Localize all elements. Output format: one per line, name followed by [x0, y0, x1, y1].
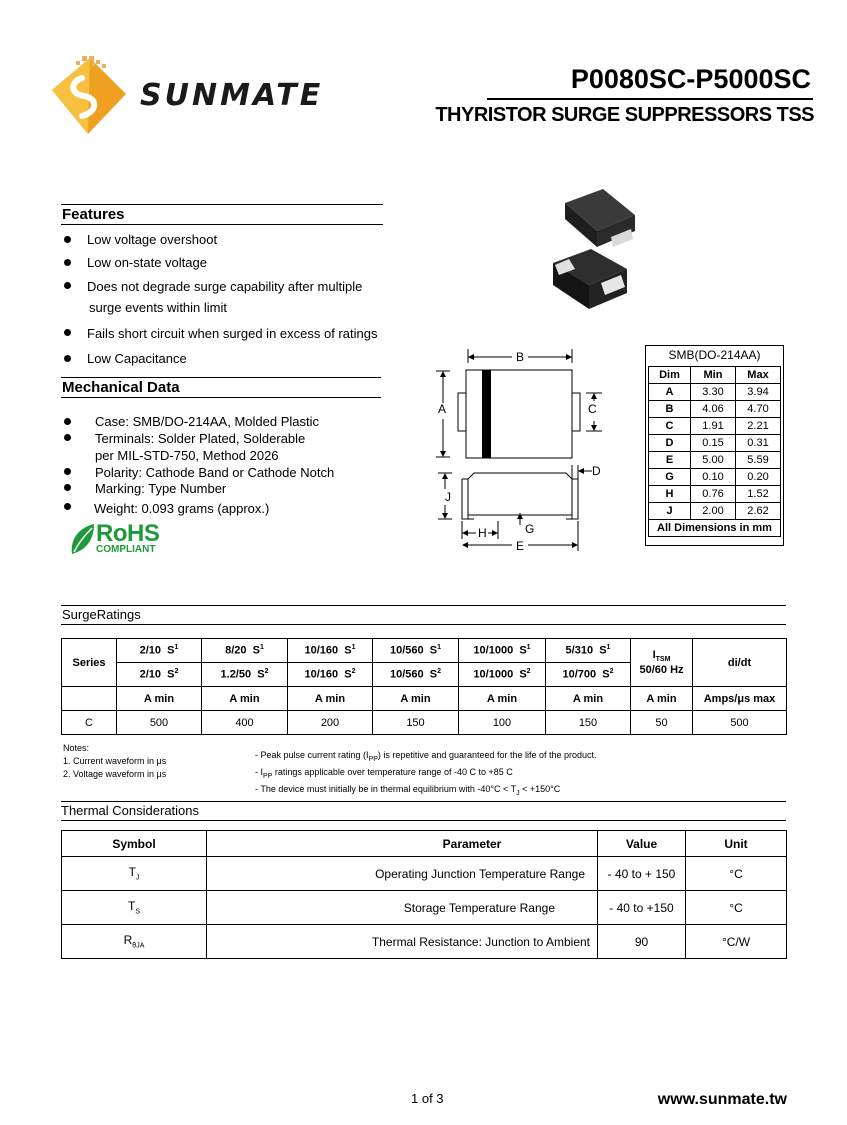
feature-item: Low on-state voltage: [87, 255, 207, 270]
dim-label-j: J: [445, 490, 451, 504]
symbol-sub: S: [135, 908, 140, 916]
waveform-cell: [202, 639, 288, 663]
thermal-header: Unit: [686, 831, 787, 857]
symbol-text: T: [128, 865, 136, 880]
value-cell: 500: [693, 711, 787, 735]
thermal-rule-top: [61, 801, 786, 802]
bullet-icon: [64, 236, 71, 243]
symbol-sub: θJA: [132, 942, 145, 950]
thermal-param: Thermal Resistance: Junction to Ambient: [207, 925, 598, 959]
unit-cell: A min: [202, 687, 288, 711]
s-label: S: [167, 668, 175, 681]
unit-cell: A min: [546, 687, 631, 711]
unit-cell: A min: [631, 687, 693, 711]
cathode-band: [482, 370, 491, 458]
note-sub: PP: [368, 755, 378, 763]
dim-label-e: E: [516, 539, 525, 553]
waveform-cell: [459, 663, 546, 687]
dim-cell: A: [649, 384, 691, 401]
brand-name: SUNMATE: [140, 78, 324, 113]
itsm-freq: 50/60 Hz: [639, 663, 684, 676]
symbol-text: T: [127, 899, 136, 914]
waveform-cell: [117, 639, 202, 663]
note-item: 2. Voltage waveform in μs: [63, 769, 167, 779]
rohs-badge: [68, 522, 178, 558]
dimensions-table: [648, 366, 781, 537]
waveform-cell: [288, 663, 373, 687]
waveform-value: 2/10: [139, 668, 162, 681]
unit-cell: A min: [288, 687, 373, 711]
waveform-value: 10/560: [389, 668, 424, 681]
note-text: - Peak pulse current rating (I: [255, 750, 369, 760]
itsm-label: I: [652, 649, 656, 662]
dim-cell: D: [649, 435, 691, 452]
dim-label-c: C: [588, 402, 597, 416]
s-sup: 2: [526, 668, 531, 676]
symbol-sub: J: [135, 874, 140, 882]
value-cell: C: [62, 711, 117, 735]
feature-item: Does not degrade surge capability after multiple: [87, 279, 363, 294]
waveform-value: 2/10: [139, 644, 162, 657]
title-divider: [487, 98, 813, 100]
dim-cell: H: [649, 486, 691, 503]
s-label: S: [344, 668, 352, 681]
series-header: Series: [62, 639, 117, 687]
features-rule-top: [61, 204, 383, 205]
s-label: S: [602, 668, 610, 681]
rohs-title: RoHS: [96, 520, 160, 547]
value-cell: 150: [546, 711, 631, 735]
dim-cell: 2.62: [736, 503, 781, 520]
features-rule-bottom: [61, 224, 383, 225]
mech-item: Polarity: Cathode Band or Cathode Notch: [95, 465, 335, 480]
note-text: ) is repetitive and guaranteed for the life of the product.: [377, 750, 597, 760]
note-text: - The device must initially be in thermal equilibrium with -40°C < T: [255, 783, 517, 794]
value-cell: 150: [373, 711, 459, 735]
dim-label-d: D: [592, 464, 601, 478]
dim-cell: C: [649, 418, 691, 435]
thermal-symbol: [62, 857, 207, 891]
bullet-icon: [64, 484, 71, 491]
surge-rule-bottom: [61, 624, 786, 625]
dim-cell: 5.00: [691, 452, 736, 469]
dim-cell: J: [649, 503, 691, 520]
dim-cell: B: [649, 401, 691, 418]
dim-header: Dim: [649, 367, 691, 384]
thermal-param: Storage Temperature Range: [207, 891, 598, 925]
bullet-icon: [64, 259, 71, 266]
s-sup: 2: [609, 668, 614, 676]
s-sup: 1: [351, 644, 356, 652]
waveform-value: 10/700: [562, 668, 597, 681]
thermal-value: - 40 to +150: [598, 891, 686, 925]
value-cell: 400: [202, 711, 288, 735]
waveform-cell: [117, 663, 202, 687]
waveform-value: 10/560: [389, 644, 424, 657]
dimensions-table-frame: [645, 345, 784, 546]
waveform-value: 1.2/50: [220, 668, 252, 681]
didt-header: di/dt: [693, 639, 787, 687]
dim-header: Min: [691, 367, 736, 384]
dim-label-a: A: [438, 402, 447, 416]
product-subtitle: THYRISTOR SURGE SUPPRESSORS TSS: [435, 104, 814, 126]
bullet-icon: [64, 468, 71, 475]
s-label: S: [519, 668, 527, 681]
thermal-value: 90: [598, 925, 686, 959]
mech-item: Case: SMB/DO-214AA, Molded Plastic: [95, 414, 319, 429]
symbol-text: R: [123, 933, 133, 948]
dim-cell: 4.70: [736, 401, 781, 418]
note-sub: J: [516, 789, 520, 797]
value-cell: 200: [288, 711, 373, 735]
thermal-header: Value: [598, 831, 686, 857]
feature-item-cont: surge events within limit: [89, 300, 227, 315]
waveform-cell: [288, 639, 373, 663]
s-sup: 1: [259, 644, 264, 652]
package-outline-drawing: [432, 345, 612, 560]
s-label: S: [599, 644, 607, 657]
bullet-icon: [64, 355, 71, 362]
dim-cell: 4.06: [691, 401, 736, 418]
dim-cell: 0.20: [736, 469, 781, 486]
thermal-symbol: [62, 925, 207, 959]
leaf-icon: [68, 522, 96, 556]
notes-left: [63, 742, 166, 781]
dim-label-g: G: [525, 522, 535, 536]
s-label: S: [257, 668, 265, 681]
value-cell: 50: [631, 711, 693, 735]
s-sup: 1: [606, 644, 611, 652]
dim-cell: 1.91: [691, 418, 736, 435]
feature-item: Low voltage overshoot: [87, 232, 218, 247]
value-cell: 500: [117, 711, 202, 735]
package-photo: [545, 185, 645, 325]
mech-item: Terminals: Solder Plated, Solderable: [95, 431, 306, 446]
dim-cell: 5.59: [736, 452, 781, 469]
thermal-unit: °C: [686, 891, 787, 925]
thermal-table: [61, 830, 787, 959]
dim-cell: E: [649, 452, 691, 469]
thermal-header: Symbol: [62, 831, 207, 857]
dim-footer: All Dimensions in mm: [649, 520, 781, 537]
thermal-heading: Thermal Considerations: [61, 803, 200, 818]
s-label: S: [344, 644, 352, 657]
waveform-value: 10/1000: [473, 644, 514, 657]
itsm-sub: TSM: [655, 656, 671, 664]
surge-ratings-table: [61, 638, 787, 735]
dim-cell: 2.00: [691, 503, 736, 520]
thermal-symbol: [62, 891, 207, 925]
waveform-cell: [373, 639, 459, 663]
page-number: 1 of 3: [411, 1091, 444, 1106]
note-line: [255, 783, 597, 800]
s-label: S: [252, 644, 260, 657]
thermal-unit: °C: [686, 857, 787, 891]
features-heading: Features: [62, 206, 125, 223]
dim-cell: 3.30: [691, 384, 736, 401]
dim-cell: 0.15: [691, 435, 736, 452]
note-line: [255, 749, 597, 766]
s-sup: 1: [526, 644, 531, 652]
thermal-unit: °C/W: [686, 925, 787, 959]
company-logo: [48, 52, 324, 142]
dim-cell: G: [649, 469, 691, 486]
logo-mark-icon: [48, 52, 138, 142]
thermal-value: - 40 to + 150: [598, 857, 686, 891]
s-label: S: [167, 644, 175, 657]
dim-cell: 1.52: [736, 486, 781, 503]
bullet-icon: [64, 282, 71, 289]
surge-heading: SurgeRatings: [62, 607, 141, 622]
value-cell: 100: [459, 711, 546, 735]
notes-right: [255, 749, 597, 799]
unit-cell: A min: [373, 687, 459, 711]
mech-rule-top: [61, 377, 381, 378]
dim-cell: 3.94: [736, 384, 781, 401]
s-sup: 1: [174, 644, 179, 652]
dimensions-table-title: SMB(DO-214AA): [668, 348, 761, 362]
waveform-cell: [373, 663, 459, 687]
bullet-icon: [64, 418, 71, 425]
note-text: - I: [255, 766, 263, 777]
feature-item: Low Capacitance: [87, 351, 187, 366]
itsm-header: [631, 639, 693, 687]
notes-title: Notes:: [63, 743, 90, 753]
note-item: 1. Current waveform in μs: [63, 756, 167, 766]
dim-header: Max: [736, 367, 781, 384]
s-sup: 2: [174, 668, 179, 676]
bullet-icon: [64, 503, 71, 510]
waveform-value: 5/310: [565, 644, 594, 657]
waveform-cell: [546, 663, 631, 687]
dim-cell: 0.76: [691, 486, 736, 503]
waveform-value: 10/160: [304, 644, 339, 657]
mech-item-cont: per MIL-STD-750, Method 2026: [95, 448, 279, 463]
note-line: [255, 766, 597, 783]
unit-cell: A min: [117, 687, 202, 711]
s-label: S: [519, 644, 527, 657]
s-label: S: [429, 668, 438, 681]
thermal-rule-bottom: [61, 820, 786, 821]
surge-rule-top: [61, 605, 786, 606]
bullet-icon: [64, 434, 71, 441]
mech-item: Weight: 0.093 grams (approx.): [94, 501, 270, 516]
s-label: S: [429, 644, 438, 657]
dim-cell: 2.21: [736, 418, 781, 435]
waveform-value: 8/20: [225, 644, 247, 657]
feature-item: Fails short circuit when surged in excess of ratings: [87, 326, 378, 341]
waveform-value: 10/160: [304, 668, 339, 681]
dim-label-h: H: [478, 526, 487, 540]
mechanical-heading: Mechanical Data: [62, 379, 180, 396]
note-text: < +150°C: [519, 783, 561, 794]
part-number-title: P0080SC-P5000SC: [570, 64, 811, 94]
waveform-value: 10/1000: [473, 668, 514, 681]
unit-cell: A min: [459, 687, 546, 711]
unit-cell: Amps/μs max: [693, 687, 787, 711]
dim-cell: 0.10: [691, 469, 736, 486]
mech-item: Marking: Type Number: [95, 481, 227, 496]
waveform-cell: [202, 663, 288, 687]
note-sub: PP: [263, 772, 273, 780]
bullet-icon: [64, 329, 71, 336]
note-text: ratings applicable over temperature range of -40 C to +85 C: [272, 766, 513, 777]
s-sup: 2: [351, 668, 356, 676]
dim-label-b: B: [516, 350, 525, 364]
thermal-header: Parameter: [207, 831, 598, 857]
s-sup: 2: [437, 668, 442, 676]
dim-cell: 0.31: [736, 435, 781, 452]
mech-rule-bottom: [61, 397, 381, 398]
waveform-cell: [546, 639, 631, 663]
thermal-param: Operating Junction Temperature Range: [207, 857, 598, 891]
s-sup: 1: [437, 644, 442, 652]
rohs-subtitle: COMPLIANT: [96, 544, 156, 555]
waveform-cell: [459, 639, 546, 663]
website-link[interactable]: www.sunmate.tw: [657, 1091, 787, 1108]
s-sup: 2: [264, 668, 269, 676]
